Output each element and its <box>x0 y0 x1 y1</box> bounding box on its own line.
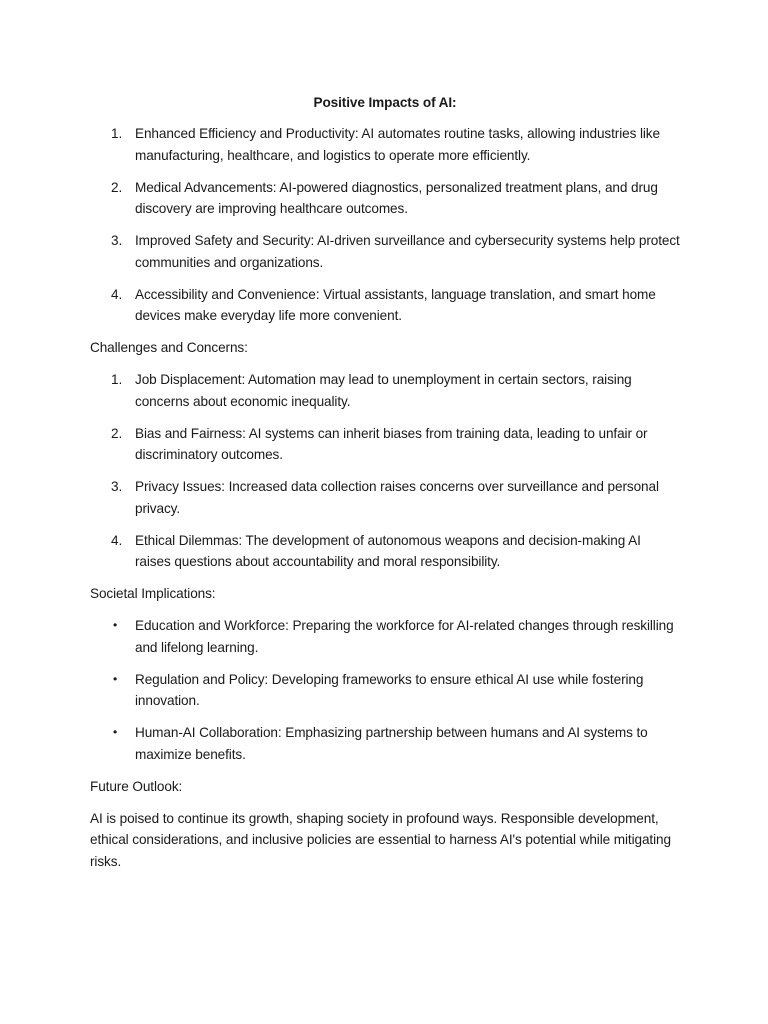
future-heading: Future Outlook: <box>90 778 183 794</box>
list-item <box>90 369 680 412</box>
list-item <box>90 230 680 273</box>
list-item-text: Improved Safety and Security: AI-driven surveillance and cybersecurity systems help protect communities and organizations. <box>135 233 680 270</box>
list-number: 2. <box>111 179 123 195</box>
list-item <box>90 722 680 765</box>
list-item-text: Regulation and Policy: Developing frameworks to ensure ethical AI use while fostering innovation. <box>135 671 644 708</box>
list-number: 3. <box>111 479 123 494</box>
list-number: 3. <box>111 233 123 248</box>
list-item <box>90 284 680 327</box>
list-item <box>90 177 680 220</box>
bullet-icon: • <box>113 671 118 686</box>
list-number: 1. <box>111 126 123 141</box>
list-number: 4. <box>111 286 123 302</box>
list-item-text: Bias and Fairness: AI systems can inherit biases from training data, leading to unfair or discriminatory outcomes. <box>135 425 648 462</box>
list-item-text: Accessibility and Convenience: Virtual assistants, language translation, and smart home devices make everyday life more convenient. <box>135 286 656 323</box>
future-paragraph: AI is poised to continue its growth, shaping society in profound ways. Responsible development, ethical considerations, and inclusive policies are essential to harness AI's potential while mitigating risks. <box>90 810 671 869</box>
document-title: Positive Impacts of AI: <box>313 95 457 110</box>
list-item-text: Enhanced Efficiency and Productivity: AI automates routine tasks, allowing industries like manufacturing, healthcare, and logistics to operate more efficiently. <box>135 126 660 163</box>
societal-implications-list <box>90 615 680 765</box>
list-item <box>90 669 680 712</box>
positive-impacts-list <box>90 123 680 327</box>
list-item <box>90 123 680 166</box>
list-item-text: Ethical Dilemmas: The development of autonomous weapons and decision-making AI raises questions about accountability and moral responsibility. <box>135 532 641 569</box>
list-item-text: Education and Workforce: Preparing the workforce for AI-related changes through reskilling and lifelong learning. <box>135 618 674 655</box>
list-item-text: Job Displacement: Automation may lead to unemployment in certain sectors, raising concerns about economic inequality. <box>135 372 632 409</box>
list-item-text: Human-AI Collaboration: Emphasizing partnership between humans and AI systems to maximize benefits. <box>135 725 648 762</box>
list-number: 4. <box>111 532 123 548</box>
societal-heading: Societal Implications: <box>90 586 216 601</box>
bullet-icon: • <box>113 618 118 632</box>
bullet-icon: • <box>113 725 118 739</box>
list-item <box>90 476 680 519</box>
list-number: 1. <box>111 372 123 387</box>
list-item-text: Privacy Issues: Increased data collection raises concerns over surveillance and personal privacy. <box>135 479 659 516</box>
list-item-text: Medical Advancements: AI-powered diagnostics, personalized treatment plans, and drug discovery are improving healthcare outcomes. <box>135 179 658 216</box>
challenges-heading: Challenges and Concerns: <box>90 340 248 355</box>
list-item <box>90 530 680 573</box>
list-item <box>90 615 680 658</box>
list-item <box>90 423 680 466</box>
document-body <box>90 92 680 883</box>
challenges-list <box>90 369 680 573</box>
list-number: 2. <box>111 425 123 441</box>
